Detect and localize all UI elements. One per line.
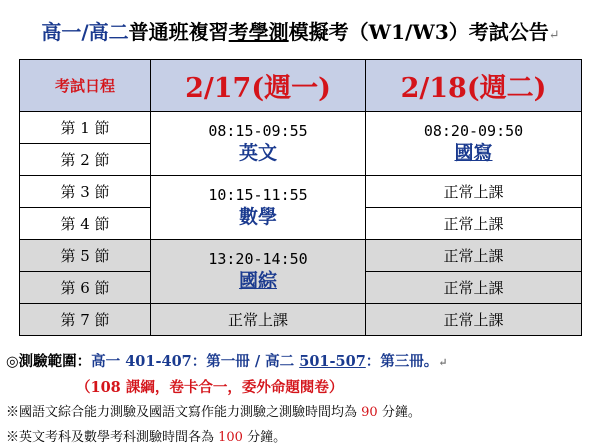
title-suffix: 模擬考（W1/W3）考試公告 — [288, 20, 549, 44]
day2-period6 — [366, 272, 582, 304]
day2-period5 — [366, 240, 582, 272]
day1-block1 — [151, 112, 366, 176]
day1-block2-time: 10:15-11:55 — [208, 185, 308, 204]
period-label: 第 2 節 — [20, 144, 151, 176]
period-label: 第 1 節 — [20, 112, 151, 144]
paragraph-mark: ↵ — [438, 356, 448, 369]
day1-block1-subject: 英文 — [238, 141, 277, 164]
note-scope — [6, 350, 448, 371]
day2-period4-text: 正常上課 — [443, 214, 504, 233]
page-title — [0, 20, 601, 48]
note-scope-prefix: ◎測驗範圍： — [6, 353, 92, 370]
return-mark: ↵ — [548, 28, 560, 43]
title-underlined: 考學測 — [228, 20, 289, 44]
note-curriculum: （108 課綱，卷卡合一，委外命題閱卷） — [76, 379, 344, 396]
table-header-row — [20, 60, 582, 112]
period-label: 第 4 節 — [20, 208, 151, 240]
day1-period7 — [151, 304, 366, 336]
title-middle: 普通班複習 — [128, 20, 229, 44]
day1-period7-text: 正常上課 — [227, 310, 288, 329]
title-prefix: 高一/高二 — [41, 20, 129, 44]
note-scope-sep: / — [249, 353, 266, 370]
period-label: 第 7 節 — [20, 304, 151, 336]
table-row — [20, 304, 582, 336]
table-row — [20, 176, 582, 208]
day2-block1-time: 08:20-09:50 — [423, 121, 524, 140]
period-label: 第 6 節 — [20, 272, 151, 304]
note-eng-math-time — [6, 426, 286, 445]
header-day1: 2/17(週一) — [151, 60, 366, 112]
day1-block3-time: 13:20-14:50 — [208, 249, 308, 268]
note-chinese-time-b: 分鐘。 — [377, 405, 421, 420]
period-label: 第 5 節 — [20, 240, 151, 272]
day2-period7 — [366, 304, 582, 336]
note-scope-grade2-c: ：第三冊。 — [365, 353, 439, 370]
day2-period5-text: 正常上課 — [443, 246, 504, 265]
day1-block2-subject: 數學 — [238, 205, 277, 228]
period-label: 第 3 節 — [20, 176, 151, 208]
note-chinese-time — [6, 401, 421, 420]
day1-block2 — [151, 176, 366, 240]
schedule-table — [19, 59, 582, 336]
day1-block1-time: 08:15-09:55 — [208, 121, 308, 140]
day2-block1 — [366, 112, 582, 176]
note-scope-grade2-a: 高二 — [265, 353, 300, 370]
note-chinese-time-a: ※國語文綜合能力測驗及國語文寫作能力測驗之測驗時間均為 — [6, 405, 362, 420]
day2-period3 — [366, 176, 582, 208]
header-schedule: 考試日程 — [20, 60, 151, 112]
note-eng-math-time-b: 分鐘。 — [242, 430, 287, 445]
day2-period4 — [366, 208, 582, 240]
note-scope-grade2-b: 501-507 — [299, 353, 366, 370]
note-chinese-time-num: 90 — [361, 405, 378, 420]
header-day2: 2/18(週二) — [366, 60, 582, 112]
day1-block3-subject: 國綜 — [238, 269, 277, 292]
day2-period6-text: 正常上課 — [443, 278, 504, 297]
table-row — [20, 240, 582, 272]
note-eng-math-time-num: 100 — [218, 430, 243, 445]
day2-period7-text: 正常上課 — [443, 310, 504, 329]
day2-period3-text: 正常上課 — [443, 182, 504, 201]
table-row — [20, 112, 582, 144]
note-eng-math-time-a: ※英文考科及數學考科測驗時間各為 — [6, 430, 219, 445]
day1-block3 — [151, 240, 366, 304]
day2-block1-subject: 國寫 — [454, 141, 493, 164]
note-scope-grade1: 高一 401-407：第一冊 — [91, 353, 250, 370]
